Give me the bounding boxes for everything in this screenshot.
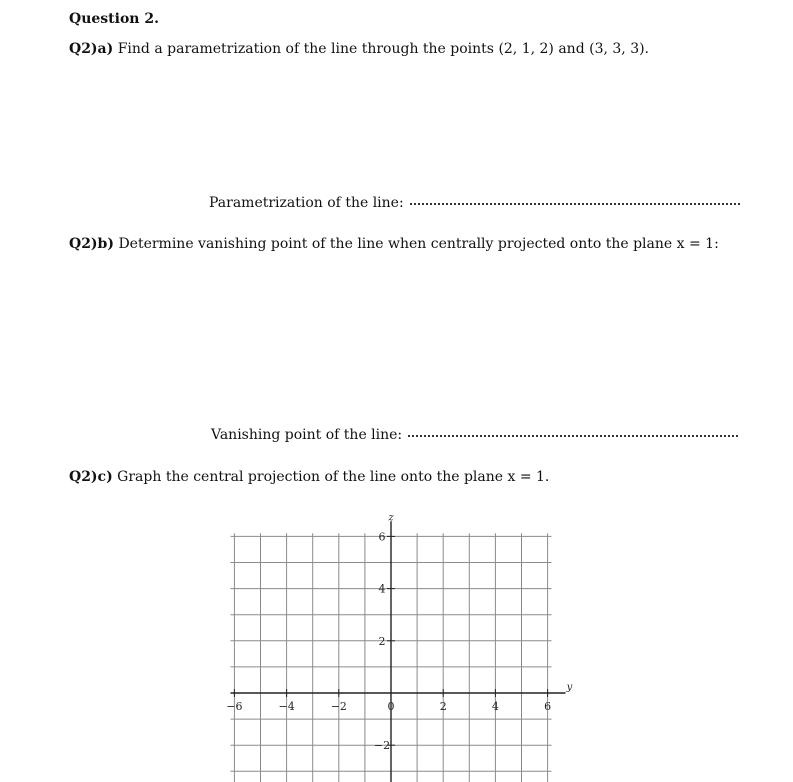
y-axis-tick-label: 2 xyxy=(439,700,447,713)
z-axis-tick-label: 4 xyxy=(378,582,386,596)
z-axis-label: z xyxy=(388,512,394,524)
y-axis-tick-label: −6 xyxy=(226,700,243,713)
y-axis-label: y xyxy=(566,682,573,693)
question-b-label: Q2)b) xyxy=(69,236,114,252)
z-axis-tick-label: −2 xyxy=(373,739,391,753)
y-axis-tick-label: −2 xyxy=(330,700,347,713)
answer-a-label: Parametrization of the line: xyxy=(209,195,404,211)
z-axis-tick-label: 6 xyxy=(378,530,386,544)
question-a-label: Q2)a) xyxy=(69,41,114,57)
y-axis-tick-label: 4 xyxy=(491,700,499,713)
answer-b-label: Vanishing point of the line: xyxy=(211,427,403,443)
question-a-text: Find a parametrization of the line through the points (2, 1, 2) and (3, 3, 3). xyxy=(117,41,650,57)
y-axis-tick-label: 6 xyxy=(544,700,552,713)
question-c-label: Q2)c) xyxy=(69,469,113,485)
y-axis-tick-label: −4 xyxy=(278,700,295,713)
question-title: Question 2. xyxy=(69,11,159,27)
z-axis-tick-label: 2 xyxy=(378,634,386,648)
question-c-text: Graph the central projection of the line onto the plane x = 1. xyxy=(117,469,550,485)
y-axis-tick-label: 0 xyxy=(387,700,395,713)
question-b-text: Determine vanishing point of the line when centrally projected onto the plane x = 1: xyxy=(118,236,719,252)
